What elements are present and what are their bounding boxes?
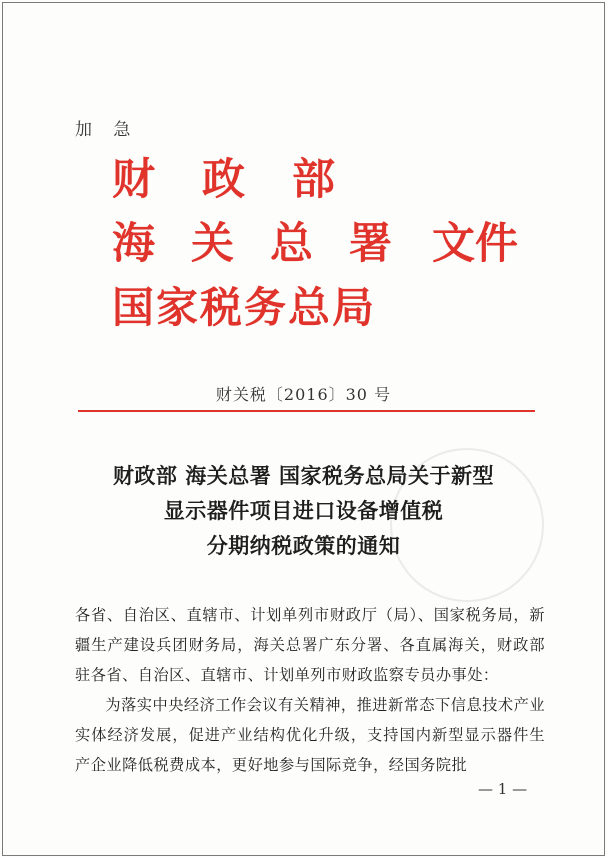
issuer-char: 财 [112,155,155,205]
urgency-label: 加 急 [75,120,139,140]
document-body [75,600,545,780]
issuer-line-tax: 国家税务总局 [112,283,377,332]
issuer-char: 关 [191,219,234,269]
document-title [0,458,607,563]
page-number: — 1 — [478,780,528,798]
addressees-paragraph: 各省、自治区、直辖市、计划单列市财政厅（局）、国家税务局，新疆生产建设兵团财务局，海关总署广东分署、各直属海关，财政部驻各省、自治区、直辖市、计划单列市财政监察专员办事处： [75,606,545,684]
title-line-2: 显示器件项目进口设备增值税 [163,498,444,523]
issuer-block [112,148,518,340]
document-number: 财关税〔2016〕30 号 [215,385,392,404]
issuer-char: 部 [292,155,335,205]
title-line-3: 分期纳税政策的通知 [206,533,401,558]
title-line-1: 财政部 海关总署 国家税务总局关于新型 [112,463,495,488]
issuer-line-customs [112,212,518,276]
issuer-line-mof [112,148,518,212]
issuer-document-suffix: 文件 [432,219,518,269]
issuer-char: 总 [270,219,313,269]
issuer-char: 海 [112,219,155,269]
issuer-char: 政 [202,155,245,205]
issuer-char: 署 [349,219,392,269]
body-paragraph-1: 为落实中央经济工作会议有关精神，推进新常态下信息技术产业实体经济发展，促进产业结构优化升级，支持国内新型显示器件生产企业降低税费成本，更好地参与国际竞争，经国务院批 [75,696,545,774]
red-divider-line [78,410,535,412]
